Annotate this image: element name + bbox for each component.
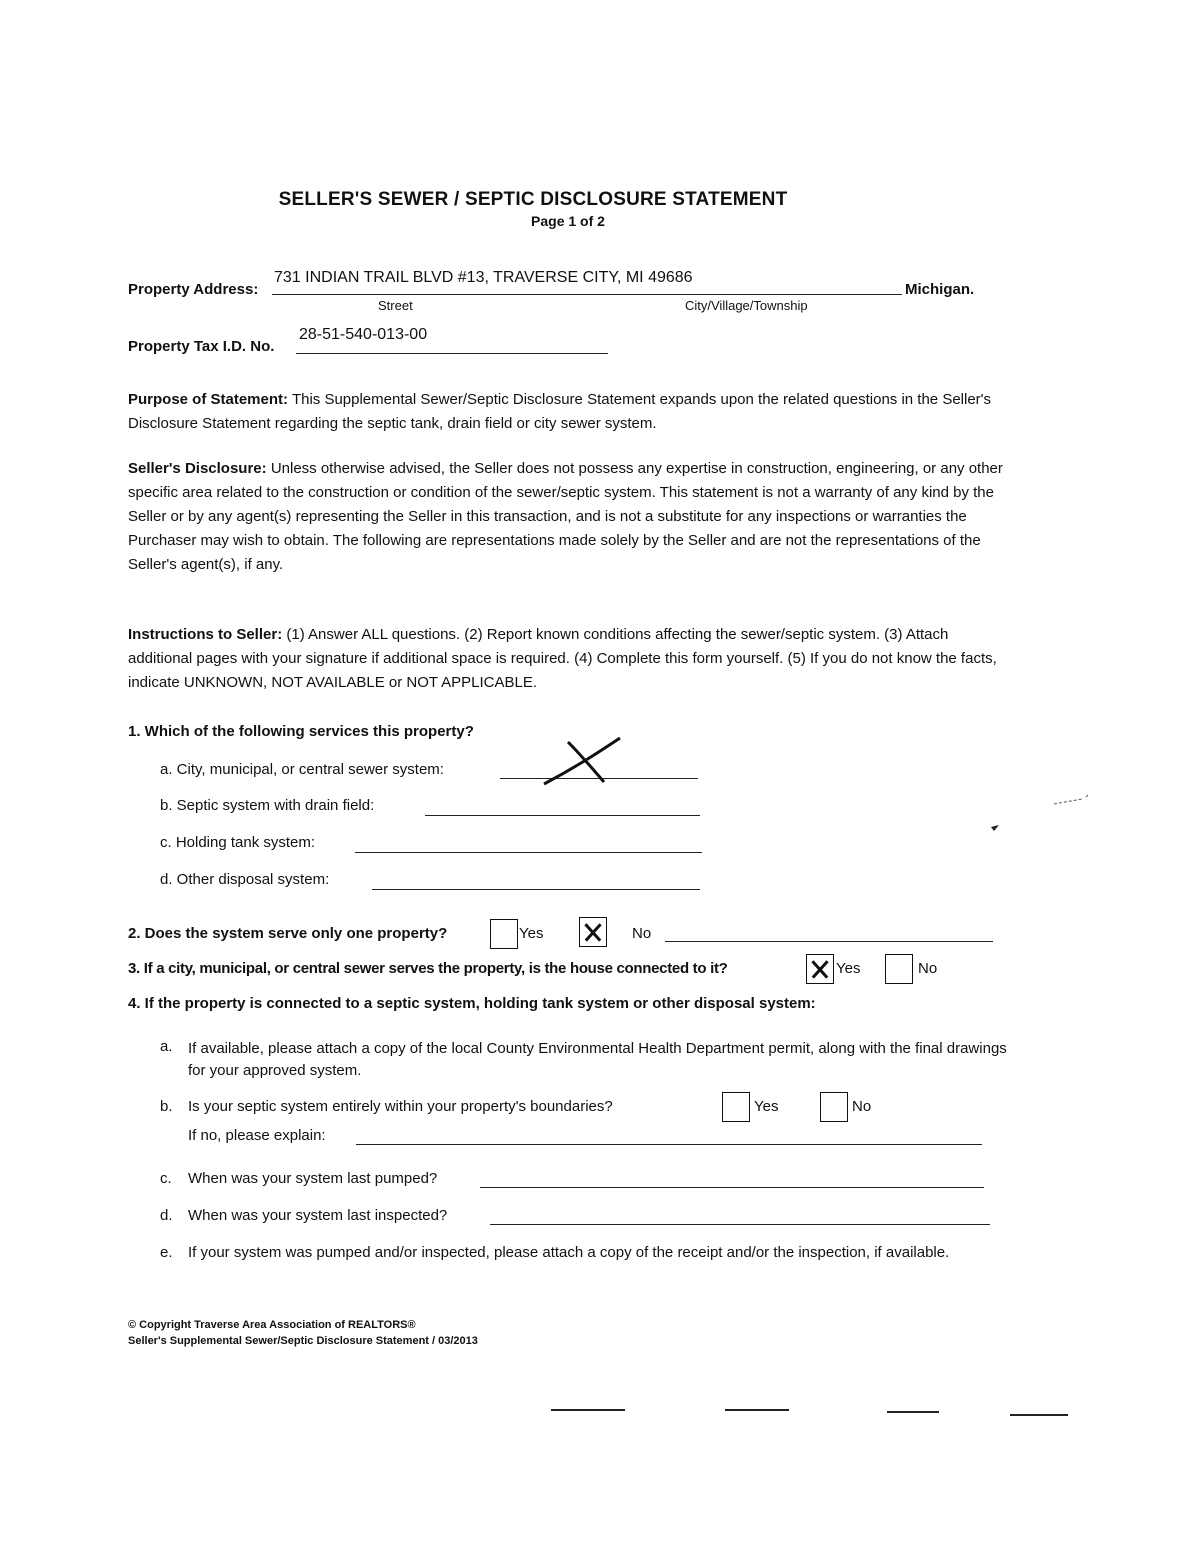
q1-b-label: b. Septic system with drain field: <box>160 797 375 814</box>
q2-yes-checkbox[interactable] <box>490 919 518 949</box>
instructions-paragraph <box>128 623 1008 695</box>
q3-no-label: No <box>918 960 938 977</box>
q2-no-line[interactable] <box>665 941 993 942</box>
purpose-paragraph <box>128 388 1008 436</box>
instructions-label: Instructions to Seller: <box>128 626 283 643</box>
footer-form-name: Seller's Supplemental Sewer/Septic Disclosure Statement / 03/2013 <box>128 1335 478 1347</box>
scan-speck <box>1052 793 1092 807</box>
q4-d-line[interactable] <box>490 1224 990 1225</box>
initial-line-3[interactable] <box>887 1411 939 1413</box>
initial-line-2[interactable] <box>725 1409 789 1411</box>
q4-a-text: If available, please attach a copy of the local County Environmental Health Department permit, along with the final drawings for your approved system. <box>188 1040 1007 1079</box>
q4-b-explain-label: If no, please explain: <box>188 1127 326 1144</box>
q2-no-checkbox[interactable] <box>579 917 607 947</box>
property-address-label: Property Address: <box>128 281 259 298</box>
question-1: 1. Which of the following services this property? <box>128 723 474 740</box>
q4-b-no-label: No <box>852 1098 872 1115</box>
city-caption: City/Village/Township <box>685 298 808 313</box>
question-2: 2. Does the system serve only one property? <box>128 925 448 942</box>
q2-no-label: No <box>632 925 652 942</box>
q4-a-letter: a. <box>160 1038 173 1055</box>
tax-id-value[interactable]: 28-51-540-013-00 <box>299 326 428 343</box>
q4-d-letter: d. <box>160 1207 173 1224</box>
q4-c-text: When was your system last pumped? <box>188 1170 438 1187</box>
q1-a-x-mark <box>540 736 624 788</box>
property-address-value[interactable]: 731 INDIAN TRAIL BLVD #13, TRAVERSE CITY, MI 49686 <box>274 269 693 286</box>
q2-yes-label: Yes <box>519 925 544 942</box>
q4-e-text: If your system was pumped and/or inspected, please attach a copy of the receipt and/or the inspection, if available. <box>188 1244 950 1261</box>
footer <box>128 1317 478 1349</box>
q4-d-text: When was your system last inspected? <box>188 1207 448 1224</box>
purpose-label: Purpose of Statement: <box>128 391 289 408</box>
q1-c-line[interactable] <box>355 852 702 853</box>
disclosure-paragraph <box>128 457 1008 577</box>
q4-b-letter: b. <box>160 1098 173 1115</box>
footer-copyright: © Copyright Traverse Area Association of REALTORS® <box>128 1319 416 1331</box>
instructions-text: (1) Answer ALL questions. (2) Report known conditions affecting the sewer/septic system. (3) Attach additional pages with your signature if additional space is required. (4) Complete this form yourself. (5) If you do not know the facts, indicate UNKNOWN, NOT AVAILABLE or NOT APPLICABLE. <box>128 626 997 691</box>
q4-e-letter: e. <box>160 1244 173 1261</box>
initial-line-4[interactable] <box>1010 1414 1068 1416</box>
page-indicator: Page 1 of 2 <box>531 213 605 229</box>
q4-b-yes-label: Yes <box>754 1098 779 1115</box>
tax-id-line <box>296 353 608 354</box>
purpose-text: This Supplemental Sewer/Septic Disclosure Statement expands upon the related questions in the Seller's Disclosure Statement regarding the septic tank, drain field or city sewer system. <box>128 391 992 432</box>
question-3: 3. If a city, municipal, or central sewer serves the property, is the house connected to it? <box>128 960 728 977</box>
street-caption: Street <box>378 298 413 313</box>
q1-c-label: c. Holding tank system: <box>160 834 316 851</box>
q4-c-line[interactable] <box>480 1187 984 1188</box>
q1-d-label: d. Other disposal system: <box>160 871 330 888</box>
initial-line-1[interactable] <box>551 1409 625 1411</box>
state-suffix: Michigan. <box>905 281 975 298</box>
disclosure-text: Unless otherwise advised, the Seller does not possess any expertise in construction, engineering, or any other specific area related to the construction or condition of the sewer/septic system. This statement is not a warranty of any kind by the Seller or by any agent(s) representing the Seller in this transaction, and is not a substitute for any inspections or warranties the Purchaser may wish to obtain. The following are representations made solely by the Seller and are not the representations of the Seller's agent(s), if any. <box>128 460 1003 573</box>
q3-yes-label: Yes <box>836 960 861 977</box>
q1-a-label: a. City, municipal, or central sewer system: <box>160 761 444 778</box>
q1-b-line[interactable] <box>425 815 700 816</box>
q4-c-letter: c. <box>160 1170 172 1187</box>
property-address-line <box>272 294 902 295</box>
form-title: SELLER'S SEWER / SEPTIC DISCLOSURE STATEMENT <box>278 189 788 210</box>
q3-no-checkbox[interactable] <box>885 954 913 984</box>
q1-d-line[interactable] <box>372 889 700 890</box>
q3-yes-checkbox[interactable] <box>806 954 834 984</box>
q4-b-yes-checkbox[interactable] <box>722 1092 750 1122</box>
scan-speck-2 <box>990 824 1004 834</box>
q4-b-text: Is your septic system entirely within your property's boundaries? <box>188 1098 613 1115</box>
tax-id-label: Property Tax I.D. No. <box>128 338 275 355</box>
question-4: 4. If the property is connected to a septic system, holding tank system or other disposal system: <box>128 995 816 1012</box>
disclosure-label: Seller's Disclosure: <box>128 460 267 477</box>
q4-b-explain-line[interactable] <box>356 1144 982 1145</box>
q4-b-no-checkbox[interactable] <box>820 1092 848 1122</box>
